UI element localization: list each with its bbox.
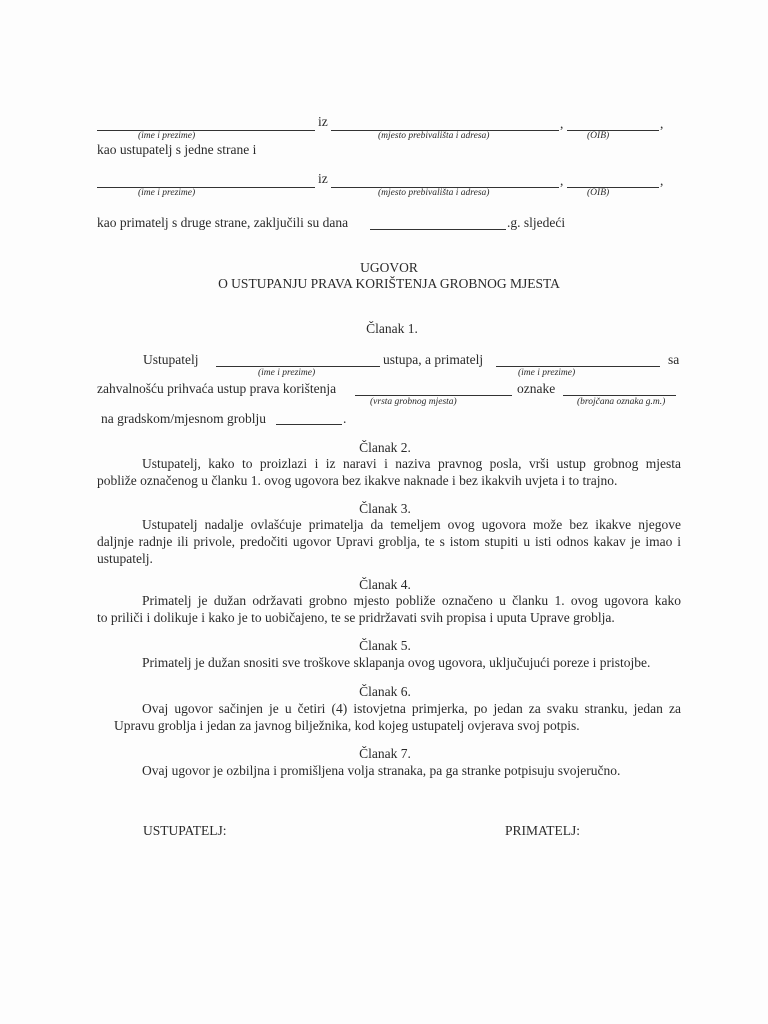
party2-role-text: kao primatelj s druge strane, zaključili su dana bbox=[97, 215, 349, 230]
article3-heading: Članak 3. bbox=[359, 501, 411, 516]
article1-cap-name2: (ime i prezime) bbox=[518, 368, 576, 378]
article1-primatelj-name-line[interactable] bbox=[496, 366, 660, 367]
article1-ustupatelj-name-line[interactable] bbox=[216, 366, 380, 367]
party1-comma1: , bbox=[560, 116, 564, 131]
party1-caption-oib: (OIB) bbox=[587, 131, 610, 141]
article1-ustupa: ustupa, a primatelj bbox=[383, 352, 484, 367]
article1-period: . bbox=[343, 411, 347, 426]
article6-heading: Članak 6. bbox=[359, 684, 411, 699]
party2-role-text-after: .g. sljedeći bbox=[507, 215, 566, 230]
article1-ustupatelj: Ustupatelj bbox=[143, 352, 199, 367]
article4-heading: Članak 4. bbox=[359, 577, 411, 592]
signature-ustupatelj-label: USTUPATELJ: bbox=[143, 823, 227, 838]
party1-role-text: kao ustupatelj s jedne strane i bbox=[97, 142, 257, 157]
article1-heading: Članak 1. bbox=[366, 321, 418, 336]
article1-vrsta-line[interactable] bbox=[355, 395, 512, 396]
article4-rest: to priliči i dolikuje i kako je to uobičajeno, te se pridržavati svih propisa i uputa Uprave groblja. bbox=[97, 610, 615, 625]
party1-oib-line[interactable] bbox=[567, 130, 659, 131]
contract-date-line[interactable] bbox=[370, 229, 506, 230]
party1-name-line[interactable] bbox=[97, 130, 315, 131]
article2-rest: pobliže označenog u članku 1. ovog ugovora bez ikakve naknade i bez ikakvih uvjeta i to trajno. bbox=[97, 473, 618, 488]
article3-line1: Ustupatelj nadalje ovlašćuje primatelja da temeljem ovog ugovora može bez ikakve njegove bbox=[142, 517, 681, 532]
party1-caption-name: (ime i prezime) bbox=[138, 131, 196, 141]
article1-cap-brojcana: (brojčana oznaka g.m.) bbox=[577, 397, 666, 407]
party1-iz: iz bbox=[318, 114, 328, 129]
article3-body bbox=[97, 516, 681, 567]
party2-caption-oib: (OIB) bbox=[587, 188, 610, 198]
article5-body bbox=[97, 654, 681, 671]
article2-body bbox=[97, 455, 681, 489]
party1-comma2: , bbox=[660, 116, 664, 131]
article7-line1: Ovaj ugovor je ozbiljna i promišljena volja stranaka, pa ga stranke potpisuju svojeručno. bbox=[142, 763, 621, 778]
document-subtitle: O USTUPANJU PRAVA KORIŠTENJA GROBNOG MJESTA bbox=[218, 276, 560, 291]
article1-cap-vrsta: (vrsta grobnog mjesta) bbox=[370, 397, 457, 407]
article1-groblje: na gradskom/mjesnom groblju bbox=[101, 411, 266, 426]
article7-body bbox=[97, 762, 681, 779]
article6-line1: Ovaj ugovor sačinjen je u četiri (4) istovjetna primjerka, po jedan za svaku stranku, jedan za bbox=[142, 701, 681, 716]
article4-body bbox=[97, 592, 681, 626]
article7-heading: Članak 7. bbox=[359, 746, 411, 761]
party2-caption-place: (mjesto prebivališta i adresa) bbox=[378, 188, 490, 198]
article2-line1: Ustupatelj, kako to proizlazi i iz naravi i naziva pravnog posla, vrši ustup grobnog mjesta bbox=[142, 456, 681, 471]
article1-oznake: oznake bbox=[517, 381, 556, 396]
article1-zahvalnoscu: zahvalnošću prihvaća ustup prava korištenja bbox=[97, 381, 337, 396]
party2-iz: iz bbox=[318, 171, 328, 186]
article3-rest: daljnje radnje ili privole, predočiti ugovor Upravi groblja, te s istom stupiti u isti odnos kakav je imao i ustupatelj. bbox=[97, 534, 681, 566]
article1-groblje-line[interactable] bbox=[276, 424, 342, 425]
signature-primatelj-label: PRIMATELJ: bbox=[505, 823, 581, 838]
article5-heading: Članak 5. bbox=[359, 638, 411, 653]
article2-heading: Članak 2. bbox=[359, 440, 411, 455]
party1-caption-place: (mjesto prebivališta i adresa) bbox=[378, 131, 490, 141]
party2-comma1: , bbox=[560, 173, 564, 188]
article1-oznaka-line[interactable] bbox=[563, 395, 676, 396]
party2-name-line[interactable] bbox=[97, 187, 315, 188]
article5-line1: Primatelj je dužan snositi sve troškove sklapanja ovog ugovora, uključujući poreze i pristojbe. bbox=[142, 655, 651, 670]
article6-body bbox=[97, 700, 681, 734]
party2-comma2: , bbox=[660, 173, 664, 188]
article1-sa: sa bbox=[668, 352, 680, 367]
party2-oib-line[interactable] bbox=[567, 187, 659, 188]
article1-cap-name1: (ime i prezime) bbox=[258, 368, 316, 378]
article4-line1: Primatelj je dužan održavati grobno mjesto pobliže označeno u članku 1. ovog ugovora kako bbox=[142, 593, 681, 608]
article6-rest: Upravu groblja i jedan za javnog bilježnika, kod kojeg ustupatelj ovjerava svoj potpis. bbox=[114, 718, 580, 733]
party2-caption-name: (ime i prezime) bbox=[138, 188, 196, 198]
document-title: UGOVOR bbox=[360, 260, 418, 275]
